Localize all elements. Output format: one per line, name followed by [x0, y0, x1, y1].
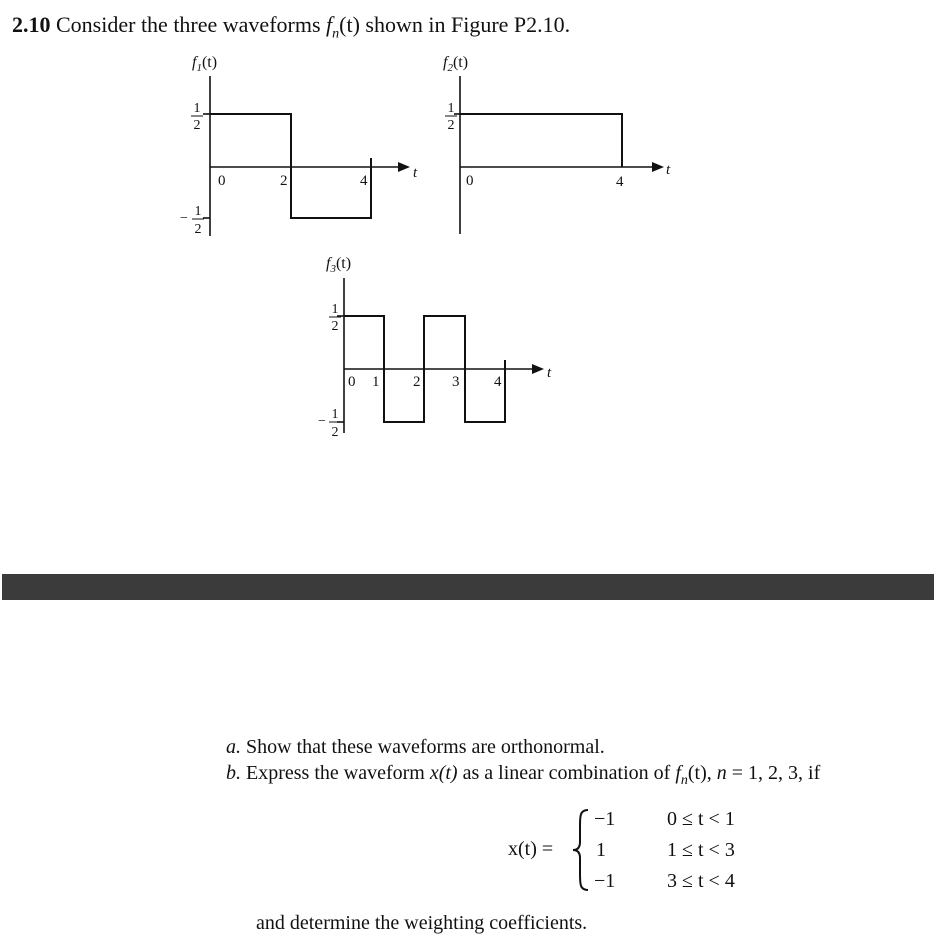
f3-label: $f_3(t)$: [326, 255, 352, 275]
f3-xtick-4: 4: [494, 374, 502, 390]
statement-sub: n: [332, 26, 340, 42]
f3-ylabel-top: [329, 302, 341, 334]
statement-func: f: [326, 12, 333, 37]
statement-suffix: shown in Figure P2.10.: [365, 12, 571, 37]
svg-text:2: 2: [194, 222, 202, 237]
problem-number: 2.10: [12, 12, 51, 37]
part-b-range: = 1, 2, 3, if: [731, 762, 821, 784]
f2-label: $f_2(t)$: [443, 54, 469, 74]
part-b-fn: f: [675, 762, 681, 784]
svg-text:−: −: [180, 211, 188, 226]
piecewise-cond-3: 3 ≤ t < 4: [667, 870, 735, 892]
part-b-x: x(t): [429, 762, 458, 784]
f2-plot: [454, 76, 664, 234]
f1-xtick-0: 0: [218, 173, 226, 189]
divider-band: [2, 574, 934, 600]
f2-axis-var: t: [666, 162, 671, 178]
f3-axis-var: t: [547, 365, 552, 381]
svg-text:1: 1: [447, 101, 455, 116]
f1-ylabel-top: [191, 101, 203, 133]
f1-axis-arrow: [398, 162, 410, 172]
f3-xtick-0: 0: [348, 374, 356, 390]
part-b-prefix: Express the waveform: [246, 762, 425, 784]
f2-waveform: [460, 114, 622, 167]
f1-label: $f_1(t)$: [192, 54, 218, 74]
part-a: [226, 736, 605, 759]
svg-text:1: 1: [194, 204, 202, 219]
piecewise-value-1: −1: [594, 808, 616, 830]
svg-text:1: 1: [193, 101, 201, 116]
closing-text: and determine the weighting coefficients.: [256, 912, 588, 934]
waveform-figure: [0, 0, 936, 470]
piecewise-cond-2: 1 ≤ t < 3: [667, 839, 735, 861]
part-a-label: a.: [226, 736, 241, 758]
svg-text:2: 2: [331, 425, 339, 440]
f1-xtick-4: 4: [360, 173, 368, 189]
part-a-text: Show that these waveforms are orthonormal.: [246, 736, 605, 758]
svg-text:1: 1: [331, 302, 339, 317]
svg-text:2: 2: [193, 118, 201, 133]
part-b-n: n: [716, 762, 727, 784]
svg-text:2: 2: [331, 319, 339, 334]
f3-xtick-2: 2: [413, 374, 421, 390]
f3-axis-arrow: [532, 364, 544, 374]
f3-plot: [337, 278, 544, 433]
f2-xtick-4: 4: [616, 174, 624, 190]
piecewise-value-2: 1: [596, 839, 606, 861]
f1-xtick-2: 2: [280, 173, 288, 189]
part-b-fn-arg: (t),: [687, 762, 712, 784]
f1-waveform: [210, 114, 371, 218]
f1-ylabel-bottom: [180, 204, 204, 237]
f3-xtick-1: 1: [372, 374, 380, 390]
f3-ylabel-bottom: [318, 407, 341, 440]
piecewise-value-3: −1: [594, 870, 616, 892]
f3-xtick-3: 3: [452, 374, 460, 390]
part-b-mid: as a linear combination of: [462, 762, 671, 784]
f2-xtick-0: 0: [466, 173, 474, 189]
statement-arg: (t): [339, 12, 360, 37]
svg-text:2: 2: [447, 118, 455, 133]
f1-plot: [203, 76, 410, 236]
part-b-label: b.: [226, 762, 241, 784]
svg-text:−: −: [318, 414, 326, 429]
piecewise-brace: [570, 806, 594, 894]
f2-axis-arrow: [652, 162, 664, 172]
f1-axis-var: t: [413, 165, 418, 181]
part-b-fn-sub: n: [680, 773, 688, 788]
statement-prefix: Consider the three waveforms: [56, 12, 321, 37]
f2-ylabel-top: [445, 101, 457, 133]
piecewise-cond-1: 0 ≤ t < 1: [667, 808, 735, 830]
piecewise-lhs: x(t) =: [508, 838, 554, 860]
svg-text:1: 1: [331, 407, 339, 422]
part-b: [226, 762, 820, 789]
